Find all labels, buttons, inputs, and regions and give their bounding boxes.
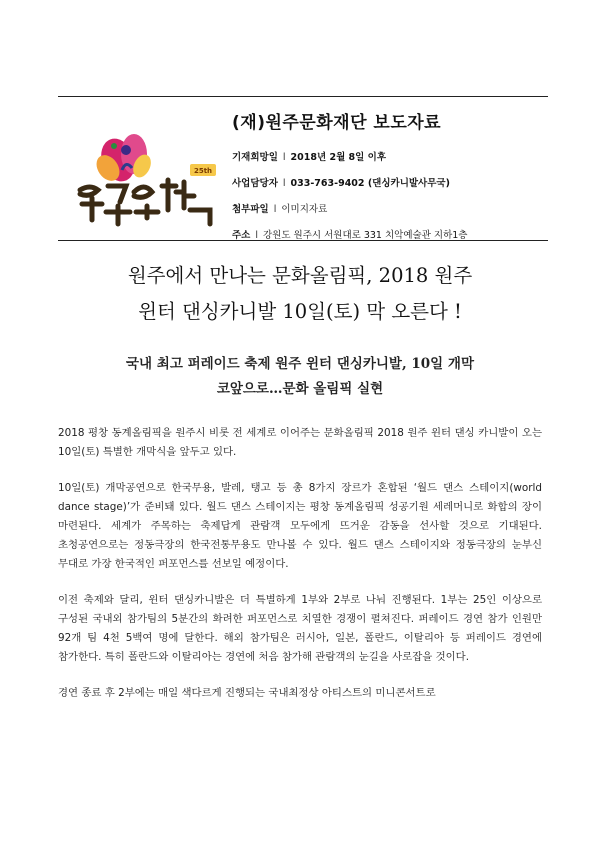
body-paragraph: 2018 평창 동계올림픽을 원주시 비롯 전 세계로 이어주는 문화올림픽 2018 원주 윈터 댄싱 카니발이 오는 10일(토) 특별한 개막식을 앞두고 있다. <box>58 427 542 458</box>
info-value: 이미지자료 <box>281 204 328 215</box>
headline-line-1: 원주에서 만나는 문화올림픽, 2018 원주 <box>127 264 473 287</box>
subheadline-line-1: 국내 최고 퍼레이드 축제 원주 윈터 댄싱카니발, 10일 개막 <box>126 356 474 372</box>
calligraphy-logotype <box>80 180 210 224</box>
press-release-title: (재)원주문화재단 보도자료 <box>232 113 442 133</box>
header-bottom-rule <box>58 240 548 241</box>
info-value: 강원도 원주시 서원대로 331 치악예술관 지하1층 <box>263 230 468 241</box>
info-separator: l <box>282 178 286 189</box>
header-top-rule <box>58 96 548 97</box>
info-row-attachment <box>232 201 558 215</box>
info-row-address <box>232 227 558 241</box>
info-row-contact <box>232 175 558 189</box>
press-release-header <box>228 108 558 253</box>
article-body <box>58 424 542 720</box>
info-separator: l <box>282 152 286 163</box>
subheadline <box>40 352 560 402</box>
svg-text:25th: 25th <box>193 167 213 175</box>
info-label: 첨부파일 <box>232 204 269 215</box>
info-label: 기재희망일 <box>232 152 278 163</box>
info-row-date <box>232 149 558 163</box>
body-paragraph: 이전 축제와 달리, 윈터 댄싱카니발은 더 특별하게 1부와 2부로 나눠 진행된다. 1부는 25인 이상으로 구성된 국내외 참가팀의 5분간의 화려한 퍼포먼스로 치열한 경쟁이 펼쳐진다. 퍼레이드 경연 참가 인원만 92개 팀 4천 5백여 명에 달한다. 해외 참가팀은 러시아, 일본, 폴란드, 이탈리아 등 퍼레이드 경연에 참가한다. 특히 폴란드와 이탈리아는 경연에 처음 참가해 관람객의 눈길을 사로잡을 것이다. <box>58 594 542 663</box>
info-separator: l <box>273 204 277 215</box>
headline-line-2: 윈터 댄싱카니발 10일(토) 막 오른다 ! <box>138 300 462 323</box>
info-label: 사업담당자 <box>232 178 278 189</box>
info-value: 2018년 2월 8일 이후 <box>290 152 386 163</box>
subheadline-line-2: 코앞으로…문화 올림픽 실현 <box>216 381 384 397</box>
info-label: 주소 <box>232 230 251 241</box>
info-value: 033-763-9402 (댄싱카니발사무국) <box>290 178 450 189</box>
headline <box>40 258 560 330</box>
body-paragraph: 10일(토) 개막공연으로 한국무용, 발레, 탱고 등 총 8가지 장르가 혼합된 ‘월드 댄스 스테이지(world dance stage)’가 준비돼 있다. 월드 댄스 스테이지는 평창 동계올림픽 성공기원 세레머니로 화합의 장이 마련된다. 세계가 주목하는 축제답게 관람객 모두에게 뜨거운 감동을 선사할 것으로 기대된다. 초청공연으로는 정동극장의 한국전통무용도 만나볼 수 있다. 월드 댄스 스테이지와 정동극장의 눈부신 무대로 가장 한국적인 퍼포먼스를 선보일 예정이다. <box>58 482 542 570</box>
body-paragraph: 경연 종료 후 2부에는 매일 색다르게 진행되는 국내최정상 아티스트의 미니콘서트로 <box>58 687 436 699</box>
flower-emblem-icon <box>92 134 155 186</box>
wonju-cultural-foundation-logo <box>72 120 220 230</box>
info-separator: l <box>255 230 258 241</box>
